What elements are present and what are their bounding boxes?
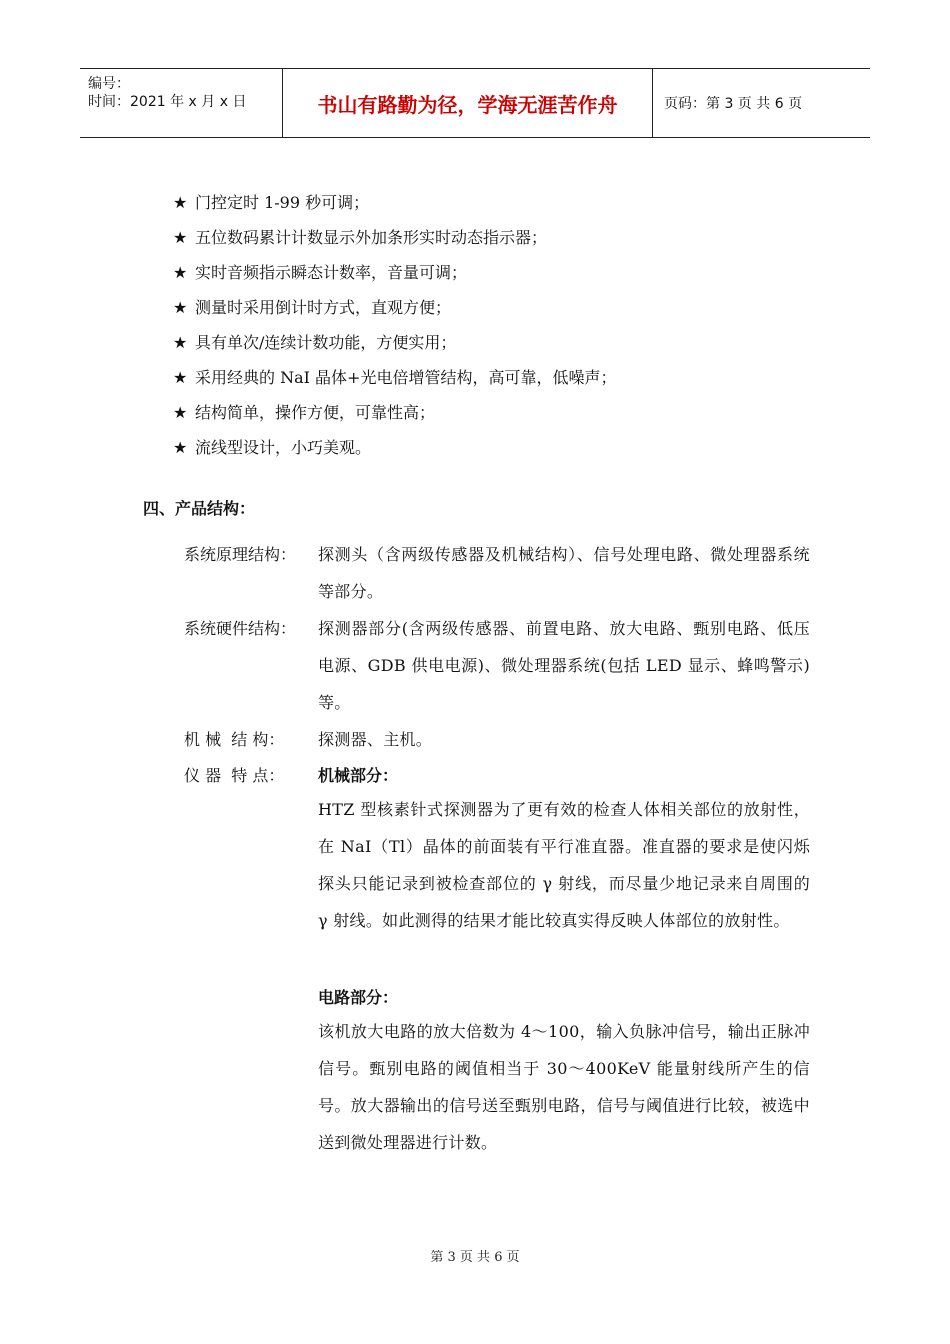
feature-text: 测量时采用倒计时方式，直观方便； [195, 298, 452, 317]
star-icon: ★ [173, 263, 188, 282]
star-icon: ★ [173, 298, 188, 317]
header-info-cell [80, 69, 282, 137]
list-item [173, 261, 616, 296]
feature-text: 门控定时 1-99 秒可调； [195, 193, 370, 212]
list-item [173, 436, 616, 471]
feature-text: 采用经典的 NaI 晶体+光电倍增管结构，高可靠，低噪声； [195, 368, 617, 387]
star-icon: ★ [173, 228, 188, 247]
page-footer: 第 3 页 共 6 页 [430, 1250, 520, 1265]
list-item [173, 191, 616, 226]
time-label: 时间：2021 年 x 月 x 日 [88, 94, 247, 110]
star-icon: ★ [173, 368, 188, 387]
star-icon: ★ [173, 193, 188, 212]
page-header [80, 68, 870, 138]
star-icon: ★ [173, 333, 188, 352]
list-item [173, 366, 616, 401]
star-icon: ★ [173, 438, 188, 457]
feature-text: 五位数码累计计数显示外加条形实时动态指示器； [195, 228, 548, 247]
mechanical-text: 探测器、主机。 [318, 730, 433, 749]
section-title: 四、产品结构： [143, 499, 256, 518]
feature-list [173, 191, 616, 471]
mechanical-part-title: 机械部分： [318, 766, 399, 785]
hardware-text: 探测器部分(含两级传感器、前置电路、放大电路、甄别电路、低压电源、GDB 供电电源)、微处理器系统(包括 LED 显示、蜂鸣警示)等。 [318, 619, 810, 712]
list-item [173, 226, 616, 261]
list-item [173, 401, 616, 436]
header-page-info: 页码：第 3 页 共 6 页 [664, 96, 803, 112]
feature-text: 具有单次/连续计数功能，方便实用； [195, 333, 457, 352]
principle-label: 系统原理结构： [184, 545, 297, 564]
feature-text: 结构简单，操作方便，可靠性高； [195, 403, 436, 422]
instrument-features-label: 仪 器 特 点： [184, 766, 285, 785]
feature-text: 流线型设计，小巧美观。 [195, 438, 372, 457]
mechanical-label: 机 械 结 构： [184, 730, 285, 749]
list-item [173, 331, 616, 366]
mechanical-part-text: HTZ 型核素针式探测器为了更有效的检查人体相关部位的放射性，在 NaI（Tl）晶体的前面装有平行准直器。准直器的要求是使闪烁探头只能记录到被检查部位的 γ 射线，而尽量少地记录来自周围的 γ 射线。如此测得的结果才能比较真实得反映人体部位的放射性。 [318, 800, 810, 930]
header-motto: 书山有路勤为径，学海无涯苦作舟 [317, 92, 618, 117]
circuit-part-title: 电路部分： [318, 988, 399, 1007]
feature-text: 实时音频指示瞬态计数率，音量可调； [195, 263, 468, 282]
number-label: 编号： [88, 76, 130, 92]
circuit-part-text: 该机放大电路的放大倍数为 4～100，输入负脉冲信号，输出正脉冲信号。甄别电路的阈值相当于 30～400KeV 能量射线所产生的信号。放大器输出的信号送至甄别电路，信号与阈值进行比较，被选中送到微处理器进行计数。 [318, 1022, 810, 1152]
principle-text: 探测头（含两级传感器及机械结构）、信号处理电路、微处理器系统等部分。 [318, 545, 810, 601]
hardware-label: 系统硬件结构： [184, 619, 297, 638]
list-item [173, 296, 616, 331]
header-divider [652, 69, 653, 137]
star-icon: ★ [173, 403, 188, 422]
